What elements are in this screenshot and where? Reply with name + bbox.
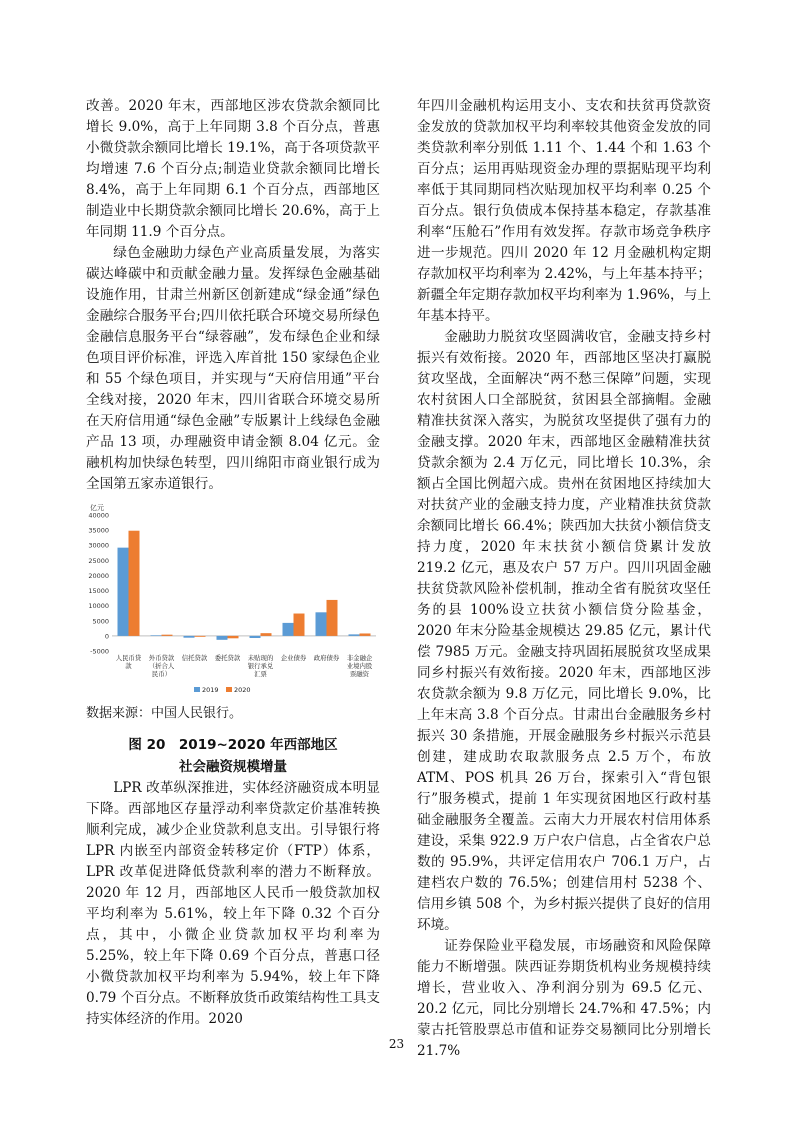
bar-2019	[316, 612, 327, 636]
x-category-label: 人民币贷	[115, 654, 142, 662]
page-number: 23	[388, 1037, 405, 1051]
legend-swatch-2020	[226, 687, 232, 692]
left-paragraph-3: LPR 改革纵深推进，实体经济融资成本明显下降。西部地区存量浮动利率贷款定价基准转换顺利完成，减少企业贷款利息支出。引导银行将 LPR 内嵌至内部资金转移定价（FTP）体系，LPR 改革促进降低贷款利率的潜力不断释放。2020 年 12 月，西部地区人民币一般贷款加权平均利率为 5.61%，较上年下降 0.32 个百分点，其中，小微企业贷款加权平均利率为 5.25%，较上年下降 0.69 个百分点，普惠口径小微贷款加权平均利率为 5.94%，较上年下降 0.79 个百分点。不断释放货币政策结构性工具支持实体经济的作用。2020	[86, 780, 380, 1027]
bar-2019	[217, 636, 228, 640]
bar-2020	[162, 635, 173, 636]
x-category-label: 汇票	[254, 670, 267, 678]
bar-2019	[151, 635, 162, 636]
y-axis-unit-label: 亿元	[90, 504, 104, 512]
y-tick-label: 30000	[88, 541, 109, 550]
bar-2019	[118, 548, 129, 636]
bar-2020	[327, 600, 338, 636]
right-paragraph-3: 证券保险业平稳发展，市场融资和风险保障能力不断增强。陕西证券期货机构业务规模持续增长，营业收入、净利润分别为 69.5 亿元、20.2 亿元，同比分别增长 24.7%和 47.5%；内蒙古托管股票总市值和证券交易额同比分别增长 21.7%	[417, 938, 711, 1059]
x-category-label: 业境内股	[346, 662, 373, 670]
data-source-note: 数据来源：中国人民银行。	[86, 706, 243, 721]
right-paragraph-1: 年四川金融机构运用支小、支农和扶贫再贷款资金发放的贷款加权平均利率较其他资金发放的同类贷款利率分别低 1.11 个、1.44 个和 1.63 个百分点；运用再贴现资金办理的票据贴现平均利率低于其同期同档次贴现加权平均利率 0.25 个百分点。银行负债成本保持基本稳定，存款基准利率“压舱石”作用有效发挥。存款市场竞争秩序进一步规范。四川 2020 年 12 月金融机构定期存款加权平均利率为 2.42%，与上年基本持平；新疆全年定期存款加权平均利率为 1.96%，与上年基本持平。	[417, 98, 711, 324]
x-category-label: 非金融企	[346, 654, 373, 662]
figure-title-line-2: 社会融资规模增量	[179, 759, 287, 775]
figure-title	[86, 734, 380, 778]
x-category-label: 信托贷款	[181, 654, 208, 662]
bar-2019	[184, 636, 195, 638]
bar-chart	[86, 501, 380, 697]
y-tick-label: 10000	[88, 602, 109, 611]
y-tick-label: 20000	[88, 571, 109, 580]
bar-2020	[360, 633, 371, 635]
y-tick-label: 5000	[92, 617, 109, 626]
legend-label-2020: 2020	[234, 686, 251, 694]
bar-2020	[261, 633, 272, 636]
right-paragraph-2: 金融助力脱贫攻坚圆满收官，金融支持乡村振兴有效衔接。2020 年，西部地区坚决打赢脱贫攻坚战，全面解决“两不愁三保障”问题，实现农村贫困人口全部脱贫，贫困县全部摘帽。金融精准扶贫深入落实，为脱贫攻坚提供了强有力的金融支撑。2020 年末，西部地区金融精准扶贫贷款余额为 2.4 万亿元，同比增长 10.3%，余额占全国比例超六成。贵州在贫困地区持续加大对扶贫产业的金融支持力度，产业精准扶贫贷款余额同比增长 66.4%；陕西加大扶贫小额信贷支持力度，2020 年末扶贫小额信贷累计发放 219.2 亿元，惠及农户 57 万户。四川巩固金融扶贫贷款风险补偿机制，推动全省有脱贫攻坚任务的县 100%设立扶贫小额信贷分险基金，2020 年末分险基金规模达 29.85 亿元，累计代偿 7985 万元。金融支持巩固拓展脱贫攻坚成果同乡村振兴有效衔接。2020 年末，西部地区涉农贷款余额为 9.8 万亿元，同比增长 9.0%，比上年末高 3.8 个百分点。甘肃出台金融服务乡村振兴 30 条措施，开展金融服务乡村振兴示范县创建，建成助农取款服务点 2.5 万个，布放 ATM、POS 机具 26 万台，探索引入“背包银行”服务模式，提前 1 年实现贫困地区行政村基础金融服务全覆盖。云南大力开展农村信用体系建设，采集 922.9 万户农户信息，占全省农户总数的 95.9%，共评定信用农户 706.1 万户，占建档农户数的 76.5%；创建信用村 5238 个、信用乡镇 508 个，为乡村振兴提供了良好的信用环境。	[417, 329, 711, 933]
legend-swatch-2019	[194, 687, 200, 692]
legend-label-2019: 2019	[202, 686, 219, 694]
y-tick-label: 15000	[88, 587, 109, 596]
chart-svg	[86, 501, 380, 697]
bar-2019	[283, 623, 294, 636]
bar-2020	[195, 636, 206, 637]
x-category-label: （折合人	[148, 662, 175, 670]
y-tick-label: -5000	[90, 647, 109, 656]
x-category-label: 外币贷款	[148, 654, 175, 662]
bar-2020	[129, 531, 140, 636]
y-tick-label: 25000	[88, 556, 109, 565]
x-category-label: 未贴现的	[247, 654, 274, 662]
bar-2019	[250, 636, 261, 638]
left-paragraph-2: 绿色金融助力绿色产业高质量发展，为落实碳达峰碳中和贡献金融力量。发挥绿色金融基础设施作用，甘肃兰州新区创新建成“绿金通”绿色金融综合服务平台;四川依托联合环境交易所绿色金融信息服务平台“绿蓉融”，发布绿色企业和绿色项目评价标准，评选入库首批 150 家绿色企业和 55 个绿色项目，并实现与“天府信用通”平台全线对接，2020 年末，四川省联合环境交易所在天府信用通“绿色金融”专版累计上线绿色金融产品 13 项，办理融资申请金额 8.04 亿元。金融机构加快绿色转型，四川绵阳市商业银行成为全国第五家赤道银行。	[86, 245, 380, 492]
x-category-label: 款	[125, 662, 132, 670]
x-category-label: 银行承兑	[247, 662, 274, 670]
left-paragraph-1: 改善。2020 年末，西部地区涉农贷款余额同比增长 9.0%，高于上年同期 3.8 个百分点，普惠小微贷款余额同比增长 19.1%，高于各项贷款平均增速 7.6 个百分点;制造业贷款余额同比增长 8.4%，高于上年同期 6.1 个百分点，西部地区制造业中长期贷款余额同比增长 20.6%，高于上年同期 11.9 个百分点。	[86, 98, 380, 240]
bar-2020	[294, 614, 305, 636]
figure-title-line-1: 图 20 2019~2020 年西部地区	[128, 737, 338, 753]
x-category-label: 政府债券	[313, 654, 340, 662]
right-column	[417, 96, 711, 1062]
x-category-label: 企业债券	[280, 654, 307, 662]
y-tick-label: 0	[104, 632, 109, 641]
bar-2020	[228, 636, 239, 638]
y-tick-label: 35000	[88, 526, 109, 535]
x-category-label: 票融资	[349, 670, 370, 678]
left-column	[86, 96, 380, 1030]
x-category-label: 委托贷款	[214, 654, 241, 662]
bar-2019	[349, 634, 360, 636]
x-category-label: 民币）	[151, 670, 172, 678]
y-tick-label: 40000	[88, 511, 109, 520]
